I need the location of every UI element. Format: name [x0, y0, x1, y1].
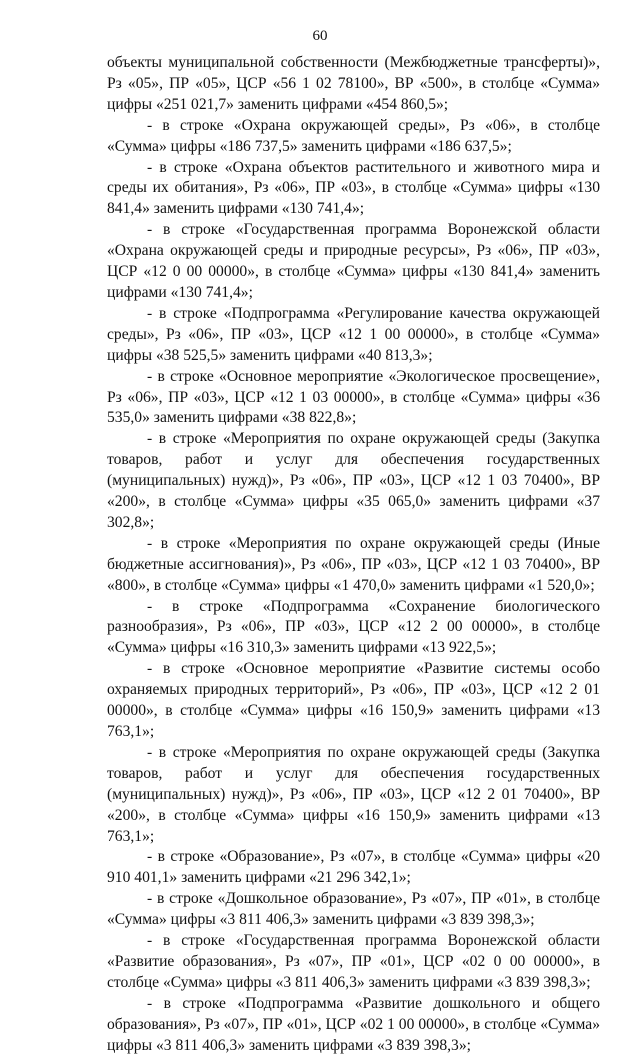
paragraph: объекты муниципальной собственности (Межбюджетные трансферты)», Рз «05», ПР «05», ЦСР «56 1 02 78100», ВР «500», в столбце «Сумма» цифры «251 021,7» заменить цифрами «454 860,5»; — [107, 54, 600, 113]
paragraph: - в строке «Подпрограмма «Развитие дошкольного и общего образования», Рз «07», ПР «01», ЦСР «02 1 00 00000», в столбце «Сумма» цифры «3 811 406,3» заменить цифрами «3 839 398,3»; — [107, 994, 600, 1054]
paragraph: - в строке «Мероприятия по охране окружающей среды (Иные бюджетные ассигнования)», Рз «06», ПР «03», ЦСР «12 1 03 70400», ВР «800», в столбце «Сумма» цифры «1 470,0» заменить цифрами «1 520,0»; — [107, 534, 600, 594]
paragraph: - в строке «Подпрограмма «Сохранение биологического разнообразия», Рз «06», ПР «03», ЦСР «12 2 00 00000», в столбце «Сумма» цифры «16 310,3» заменить цифрами «13 922,5»; — [107, 597, 600, 657]
paragraph: - в строке «Охрана объектов растительного и животного мира и среды их обитания», Рз «06», ПР «03», в столбце «Сумма» цифры «130 841,4» заменить цифрами «130 741,4»; — [107, 158, 600, 218]
paragraph: - в строке «Основное мероприятие «Экологическое просвещение», Рз «06», ПР «03», ЦСР «12 1 03 00000», в столбце «Сумма» цифры «36 535,0» заменить цифрами «38 822,8»; — [107, 367, 600, 427]
paragraph: - в строке «Государственная программа Воронежской области «Охрана окружающей среды и природные ресурсы», Рз «06», ПР «03», ЦСР «12 0 00 00000», в столбце «Сумма» цифры «130 841,4» заменить цифрами «130 741,4»; — [107, 221, 600, 301]
page-number: 60 — [312, 28, 328, 44]
paragraph: - в строке «Мероприятия по охране окружающей среды (Закупка товаров, работ и услуг для обеспечения государственных (муниципальных) нужд)», Рз «06», ПР «03», ЦСР «12 1 03 70400», ВР «200», в столбце «Сумма» цифры «35 065,0» заменить цифрами «37 302,8»; — [107, 430, 600, 531]
paragraph: - в строке «Государственная программа Воронежской области «Развитие образования», Рз «07», ПР «01», ЦСР «02 0 00 00000», в столбце «Сумма» цифры «3 811 406,3» заменить цифрами «3 839 398,3»; — [107, 932, 600, 991]
paragraph: - в строке «Подпрограмма «Регулирование качества окружающей среды», Рз «06», ПР «03», ЦСР «12 1 00 00000», в столбце «Сумма» цифры «38 525,5» заменить цифрами «40 813,3»; — [107, 304, 600, 364]
paragraph: - в строке «Охрана окружающей среды», Рз «06», в столбце «Сумма» цифры «186 737,5» заменить цифрами «186 637,5»; — [107, 116, 600, 155]
paragraph: - в строке «Образование», Рз «07», в столбце «Сумма» цифры «20 910 401,1» заменить цифрами «21 296 342,1»; — [107, 848, 600, 887]
paragraph: - в строке «Основное мероприятие «Развитие системы особо охраняемых природных территорий», Рз «06», ПР «03», ЦСР «12 2 01 00000», в столбце «Сумма» цифры «16 150,9» заменить цифрами «13 763,1»; — [107, 660, 600, 740]
paragraph: - в строке «Мероприятия по охране окружающей среды (Закупка товаров, работ и услуг для обеспечения государственных (муниципальных) нужд)», Рз «06», ПР «03», ЦСР «12 2 01 70400», ВР «200», в столбце «Сумма» цифры «16 150,9» заменить цифрами «13 763,1»; — [107, 743, 600, 845]
document-body — [107, 53, 600, 1057]
paragraph: - в строке «Дошкольное образование», Рз «07», ПР «01», в столбце «Сумма» цифры «3 811 406,3» заменить цифрами «3 839 398,3»; — [107, 890, 600, 929]
